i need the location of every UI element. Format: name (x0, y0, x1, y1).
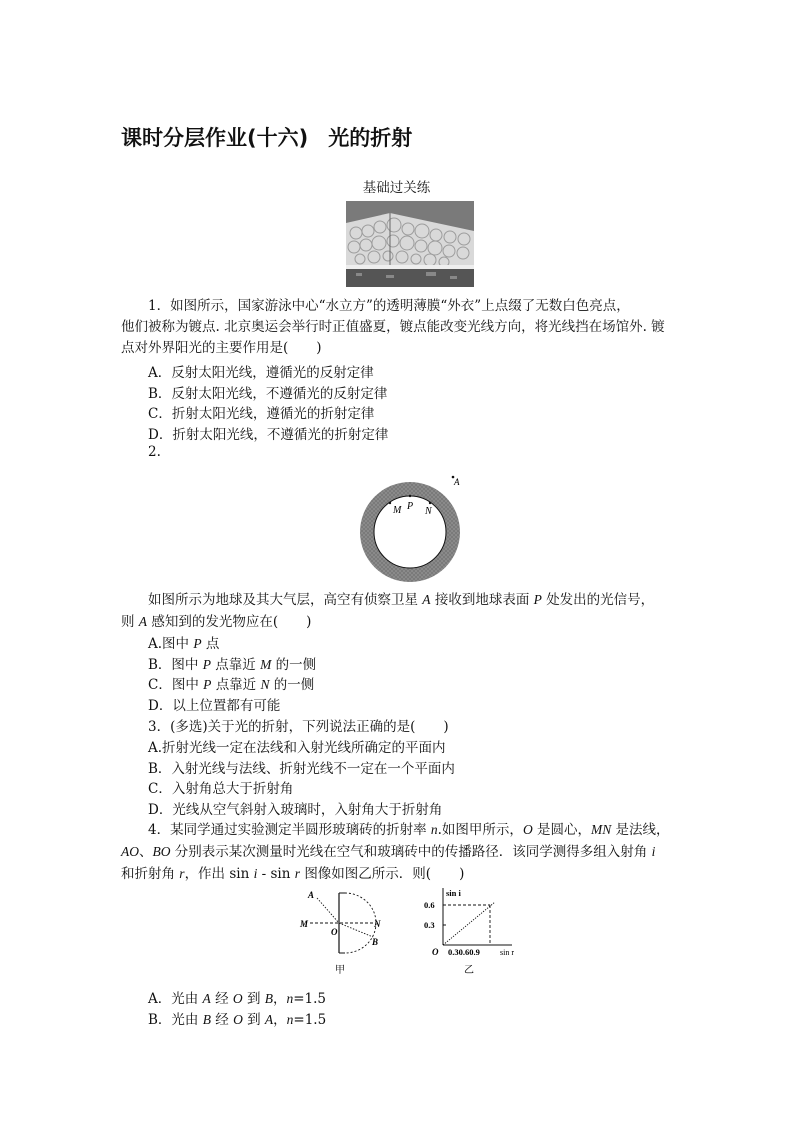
ytick-0.6: 0.6 (424, 900, 435, 910)
q3-option-c: C．入射角总大于折射角 (148, 781, 294, 797)
water-cube-illustration (346, 201, 474, 287)
q2-stem-c: 处发出的光信号， (546, 592, 655, 608)
var-O: O (522, 822, 533, 837)
q4-stem-l3b: ，作出 sin (184, 866, 250, 882)
q4-stem-l2b: 分别表示某次测量时光线在空气和玻璃砖中的传播路径．该同学测得多组入射角 (174, 844, 648, 860)
label-A: A (308, 890, 315, 900)
label-M: M (393, 505, 402, 516)
q2-option-c: C．图中 P 点靠近 N 的一侧 (148, 677, 315, 693)
q3-stem-text: 3．(多选)关于光的折射，下列说法正确的是( (148, 719, 416, 735)
var-A-2: A (138, 614, 148, 629)
figure-caption-jia: 甲 (335, 965, 345, 976)
origin-label: O (432, 947, 439, 957)
q2-number: 2. (148, 444, 161, 460)
q1-option-b: B．反射太阳光线，不遵循光的反射定律 (148, 386, 388, 402)
var-AO: AO (121, 844, 139, 859)
data-line (443, 902, 495, 945)
ray-AO (317, 898, 339, 923)
q2-option-a: A.图中 P 点 (148, 636, 220, 652)
q3-answer-bracket: ) (443, 719, 449, 735)
q4-stem-l1c: 是圆心， (536, 822, 591, 838)
figure-jia-semicircle (295, 883, 395, 978)
q4-option-b: B．光由 B 经 O 到 A，n=1.5 (148, 1012, 327, 1028)
var-BO: BO (152, 844, 171, 859)
label-B: B (372, 937, 379, 947)
label-O: O (331, 927, 338, 937)
question-4-stem (121, 819, 676, 885)
water-cube-photo (346, 201, 474, 287)
ytick-0.3: 0.3 (424, 920, 435, 930)
label-A: A (454, 477, 460, 487)
var-r: r (179, 866, 185, 881)
question-1-stem (121, 296, 676, 359)
y-axis-label: sin i (446, 888, 461, 898)
q1-option-d: D．折射太阳光线，不遵循光的折射定律 (148, 427, 389, 443)
q1-stem-line2: 他们被称为镀点. 北京奥运会举行时正值盛夏，镀点能改变光线方向，将光线挡在场馆外. 镀 (121, 319, 665, 335)
label-P: P (407, 501, 414, 512)
xtick-labels: 0.30.60.9 (448, 947, 480, 957)
q4-stem-l3d: 图像如图乙所示．则( (304, 866, 432, 882)
x-axis-label: sin r (500, 948, 514, 957)
q2-stem-b: 接收到地球表面 (434, 592, 530, 608)
q2-stem-a: 如图所示为地球及其大气层，高空有侦察卫星 (148, 592, 418, 608)
q4-option-a: A．光由 A 经 O 到 B，n=1.5 (148, 991, 327, 1007)
q1-answer-bracket: ) (316, 340, 322, 356)
q1-stem-line3: 点对外界阳光的主要作用是( (121, 340, 289, 356)
q4-stem-l1d: 是法线， (615, 822, 670, 838)
q2-stem-e: 感知到的发光物应在( (151, 614, 279, 630)
var-P: P (533, 592, 542, 607)
var-r-2: r (294, 866, 301, 881)
q1-stem-line1: 如图所示，国家游泳中心“水立方”的透明薄膜“外衣”上点缀了无数白色亮点， (170, 298, 630, 314)
title-topic: 光的折射 (328, 126, 413, 150)
q2-answer-bracket: ) (306, 614, 312, 630)
q1-number: 1． (148, 298, 171, 314)
q1-option-c: C．折射太阳光线，遵循光的折射定律 (148, 406, 375, 422)
section-heading: 基础过关练 (362, 180, 431, 196)
var-A: A (422, 592, 431, 607)
q2-stem-d: 则 (121, 614, 135, 630)
var-n: n (430, 822, 438, 837)
label-M: M (300, 919, 309, 929)
q3-option-b: B．入射光线与法线、折射光线不一定在一个平面内 (148, 761, 455, 777)
label-N: N (425, 506, 432, 517)
ray-OB (339, 923, 373, 937)
var-i: i (651, 844, 656, 859)
q1-option-a: A．反射太阳光线，遵循光的反射定律 (148, 365, 374, 381)
question-3-stem (148, 715, 449, 735)
figure-yi-sin-graph (420, 883, 535, 978)
q4-stem-l3a: 和折射角 (121, 866, 175, 882)
q4-stem-l2a: 、 (139, 844, 153, 860)
q3-option-a: A.折射光线一定在法线和入射光线所确定的平面内 (148, 740, 446, 756)
q4-stem-l3c: - sin (257, 866, 291, 882)
label-N: N (374, 919, 381, 929)
q2-option-d: D．以上位置都有可能 (148, 698, 281, 714)
earth-atmosphere-figure (355, 468, 475, 583)
page-title (121, 122, 412, 152)
q3-option-d: D．光线从空气斜射入玻璃时，入射角大于折射角 (148, 802, 443, 818)
var-i-2: i (253, 866, 258, 881)
title-main: 课时分层作业(十六) (121, 126, 309, 150)
question-2-stem (121, 589, 676, 633)
figure-caption-yi: 乙 (464, 965, 474, 976)
q4-answer-bracket: ) (459, 866, 465, 882)
q4-stem-l1b: .如图甲所示， (437, 822, 523, 838)
q2-option-b: B．图中 P 点靠近 M 的一侧 (148, 657, 317, 673)
var-MN: MN (590, 822, 612, 837)
q4-stem-l1a: 4．某同学通过实验测定半圆形玻璃砖的折射率 (148, 822, 427, 838)
